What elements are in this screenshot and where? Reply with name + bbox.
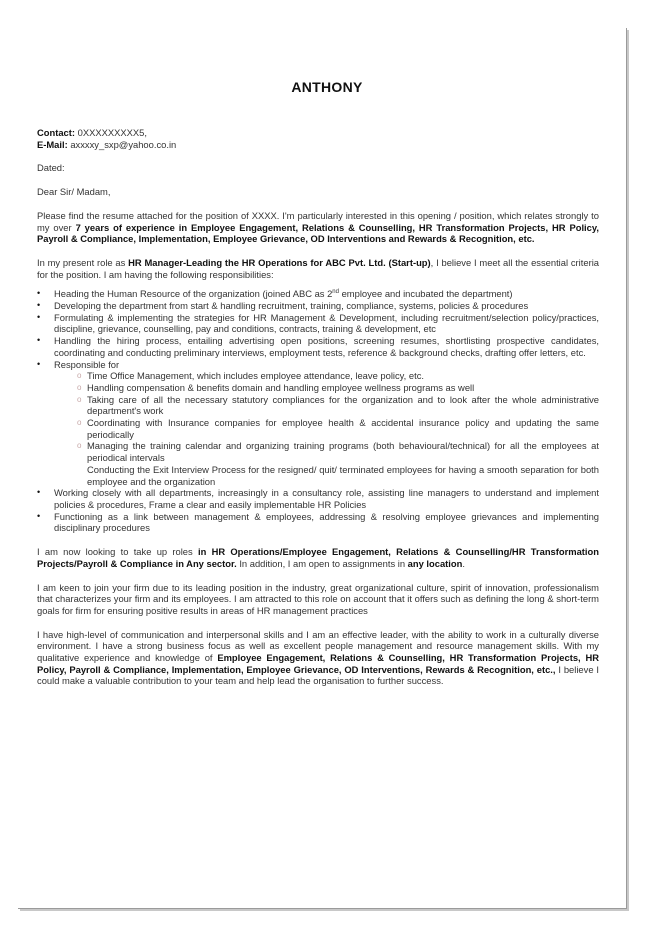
paragraph-looking-for: I am now looking to take up roles in HR Operations/Employee Engagement, Relations & Counselling/HR Transformation Projects/Payroll & Compliance in Any sector. In addition, I am open to assignments in any location. <box>37 546 599 569</box>
sub-list-item: o Time Office Management, which includes employee attendance, leave policy, etc. <box>77 370 599 382</box>
list-item: • Responsible for o Time Office Management, which includes employee attendance, leave policy, etc. o Handling compensation & benefits domain and handling employee wellness programs as well o Taking care of all the necessary statutory compliances for the organization and to look after the whole administrative department's work o Coordinating with Insurance companies for employee health & accidental insurance policy and updating the same periodically o Managing the training calendar and organizing training programs (both behavioural/technical) for all the employees at periodical intervals Conducting the Exit Interview Process for the resigned/ quit/ terminated employees for having a smooth separation for both employee and the organization <box>37 359 599 488</box>
list-item: • Heading the Human Resource of the organization (joined ABC as 2nd employee and incubated the department) <box>37 288 599 300</box>
list-item: • Formulating & implementing the strategies for HR Management & Development, including recruitment/selection policy/practices, discipline, grievance, counselling, pay and conditions, contracts, training & development, etc <box>37 312 599 335</box>
paragraph-why-firm: I am keen to join your firm due to its leading position in the industry, great organizational culture, spirit of innovation, professionalism that characterizes your firm and its employees. I am attracted to this role on account that it offers such as defining the long & short-term goals for firm for ensuring positive results in areas of HR management practices <box>37 581 599 616</box>
email-label: E-Mail: <box>37 138 68 150</box>
contact-value: 0XXXXXXXXX5, <box>77 127 147 138</box>
responsibilities-list <box>37 288 599 534</box>
salutation: Dear Sir/ Madam, <box>37 186 111 198</box>
list-item: • Functioning as a link between management & employees, addressing & resolving employee grievances and implementing disciplinary procedures <box>37 511 599 534</box>
paragraph-present-role: In my present role as HR Manager-Leading the HR Operations for ABC Pvt. Ltd. (Start-up), I believe I meet all the essential criteria for the position. I am having the following responsibilities: <box>37 256 599 280</box>
contact-label: Contact: <box>37 127 76 138</box>
list-item: • Developing the department from start & handling recruitment, training, compliance, systems, policies & procedures <box>37 300 599 312</box>
sub-list-item: o Taking care of all the necessary statutory compliances for the organization and to look after the whole administrative department's work <box>77 394 599 417</box>
cover-letter-body <box>37 80 599 687</box>
applicant-name: ANTHONY <box>291 79 363 95</box>
list-item: • Working closely with all departments, increasingly in a consultancy role, assisting line managers to understand and implement policies & procedures, Frame a clear and easily implementable HR Policies <box>37 487 599 510</box>
paragraph-skills: I have high-level of communication and interpersonal skills and I am an effective leader, with the ability to work in a culturally diverse environment. I have a strong business focus as well as excellent people management and resource management skills. With my qualitative experience and knowledge of Employee Engagement, Relations & Counselling, HR Transformation Projects, HR Policy, Payroll & Compliance, Implementation, Employee Grievance, OD Interventions, Rewards & Recognition, etc., I believe I could make a valuable contribution to your team and help lead the organisation to further success. <box>37 628 599 687</box>
email-line <box>37 139 599 151</box>
sub-list-item: Conducting the Exit Interview Process for the resigned/ quit/ terminated employees for having a smooth separation for both employee and the organization <box>87 463 599 487</box>
sub-list-item: o Coordinating with Insurance companies for employee health & accidental insurance policy and updating the same periodically <box>77 417 599 440</box>
sub-list-item: o Managing the training calendar and organizing training programs (both behavioural/technical) for all the employees at periodical intervals <box>77 440 599 463</box>
dated-line: Dated: <box>37 162 65 174</box>
paragraph-intro: Please find the resume attached for the position of XXXX. I'm particularly interested in this opening / position, which relates strongly to my over 7 years of experience in Employee Engagement, Relations & Counselling, HR Transformation Projects, HR Policy, Payroll & Compliance, Implementation, Employee Grievance, OD Interventions and Rewards & Recognition, etc. <box>37 209 599 245</box>
sub-responsibilities-list <box>54 370 599 487</box>
contact-block <box>37 127 599 150</box>
sub-list-item: o Handling compensation & benefits domain and handling employee wellness programs as well <box>77 382 599 394</box>
contact-line <box>37 127 599 139</box>
email-value: axxxxy_sxp@yahoo.co.in <box>70 138 177 150</box>
list-item: • Handling the hiring process, entailing advertising open positions, screening resumes, shortlisting prospective candidates, coordinating and conducting preliminary interviews, employment tests, reference & background checks, drafting offer letters, etc. <box>37 335 599 358</box>
